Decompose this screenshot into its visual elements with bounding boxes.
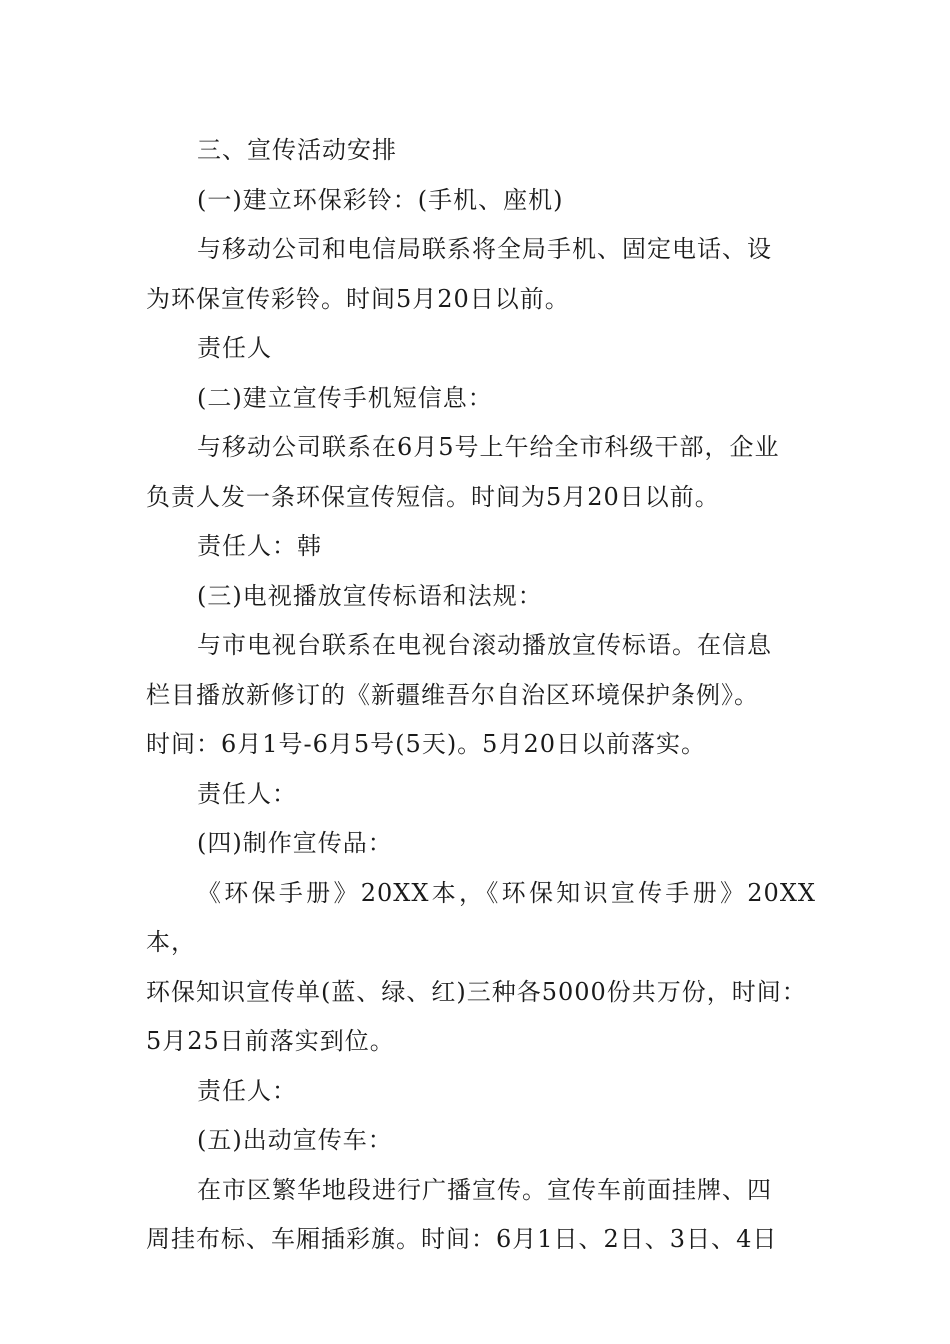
text-line: (四)制作宣传品： — [197, 829, 393, 857]
text-line: 为环保宣传彩铃。时间5月20日以前。 — [146, 284, 570, 313]
text-line: 周挂布标、车厢插彩旗。时间：6月1日、2日、3日、4日 — [146, 1225, 778, 1253]
section-heading — [146, 126, 816, 176]
text-line: 《环保手册》20XX本，《环保知识宣传手册》20XX本， — [146, 878, 816, 956]
text-line: 与移动公司联系在6月5号上午给全市科级干部，企业 — [197, 433, 780, 461]
text-line: (五)出动宣传车： — [197, 1126, 393, 1154]
paragraph — [146, 621, 816, 770]
subsection-heading — [146, 176, 816, 226]
text-line: 三、宣传活动安排 — [197, 136, 397, 164]
responsible-person — [146, 770, 816, 820]
responsible-person — [146, 1067, 816, 1117]
text-line: (一)建立环保彩铃：(手机、座机) — [197, 185, 564, 214]
text-line: 在市区繁华地段进行广播宣传。宣传车前面挂牌、四 — [197, 1175, 772, 1204]
subsection-heading — [146, 374, 816, 424]
responsible-person — [146, 522, 816, 572]
text-line: 负责人发一条环保宣传短信。时间为5月20日以前。 — [146, 482, 720, 511]
subsection-heading — [146, 819, 816, 869]
text-line: 责任人： — [197, 779, 297, 808]
paragraph — [146, 869, 816, 1067]
subsection-heading — [146, 572, 816, 622]
text-line: 时间：6月1号-6月5号(5天)。5月20日以前落实。 — [146, 730, 706, 758]
text-line: 与移动公司和电信局联系将全局手机、固定电话、设 — [197, 235, 772, 263]
paragraph — [146, 1166, 816, 1265]
text-line: 环保知识宣传单(蓝、绿、红)三种各5000份共万份，时间： — [146, 977, 807, 1006]
paragraph — [146, 423, 816, 522]
text-line: (二)建立宣传手机短信息： — [197, 383, 493, 412]
text-line: 责任人 — [197, 334, 272, 362]
responsible-person — [146, 324, 816, 374]
text-line: (三)电视播放宣传标语和法规： — [197, 581, 543, 610]
document-body — [146, 126, 816, 1265]
paragraph — [146, 225, 816, 324]
text-line: 责任人： — [197, 1076, 297, 1105]
subsection-heading — [146, 1116, 816, 1166]
text-line: 与市电视台联系在电视台滚动播放宣传标语。在信息 — [197, 631, 772, 659]
text-line: 5月25日前落实到位。 — [146, 1027, 395, 1055]
text-line: 栏目播放新修订的《新疆维吾尔自治区环境保护条例》。 — [146, 680, 759, 709]
text-line: 责任人：韩 — [197, 532, 322, 560]
